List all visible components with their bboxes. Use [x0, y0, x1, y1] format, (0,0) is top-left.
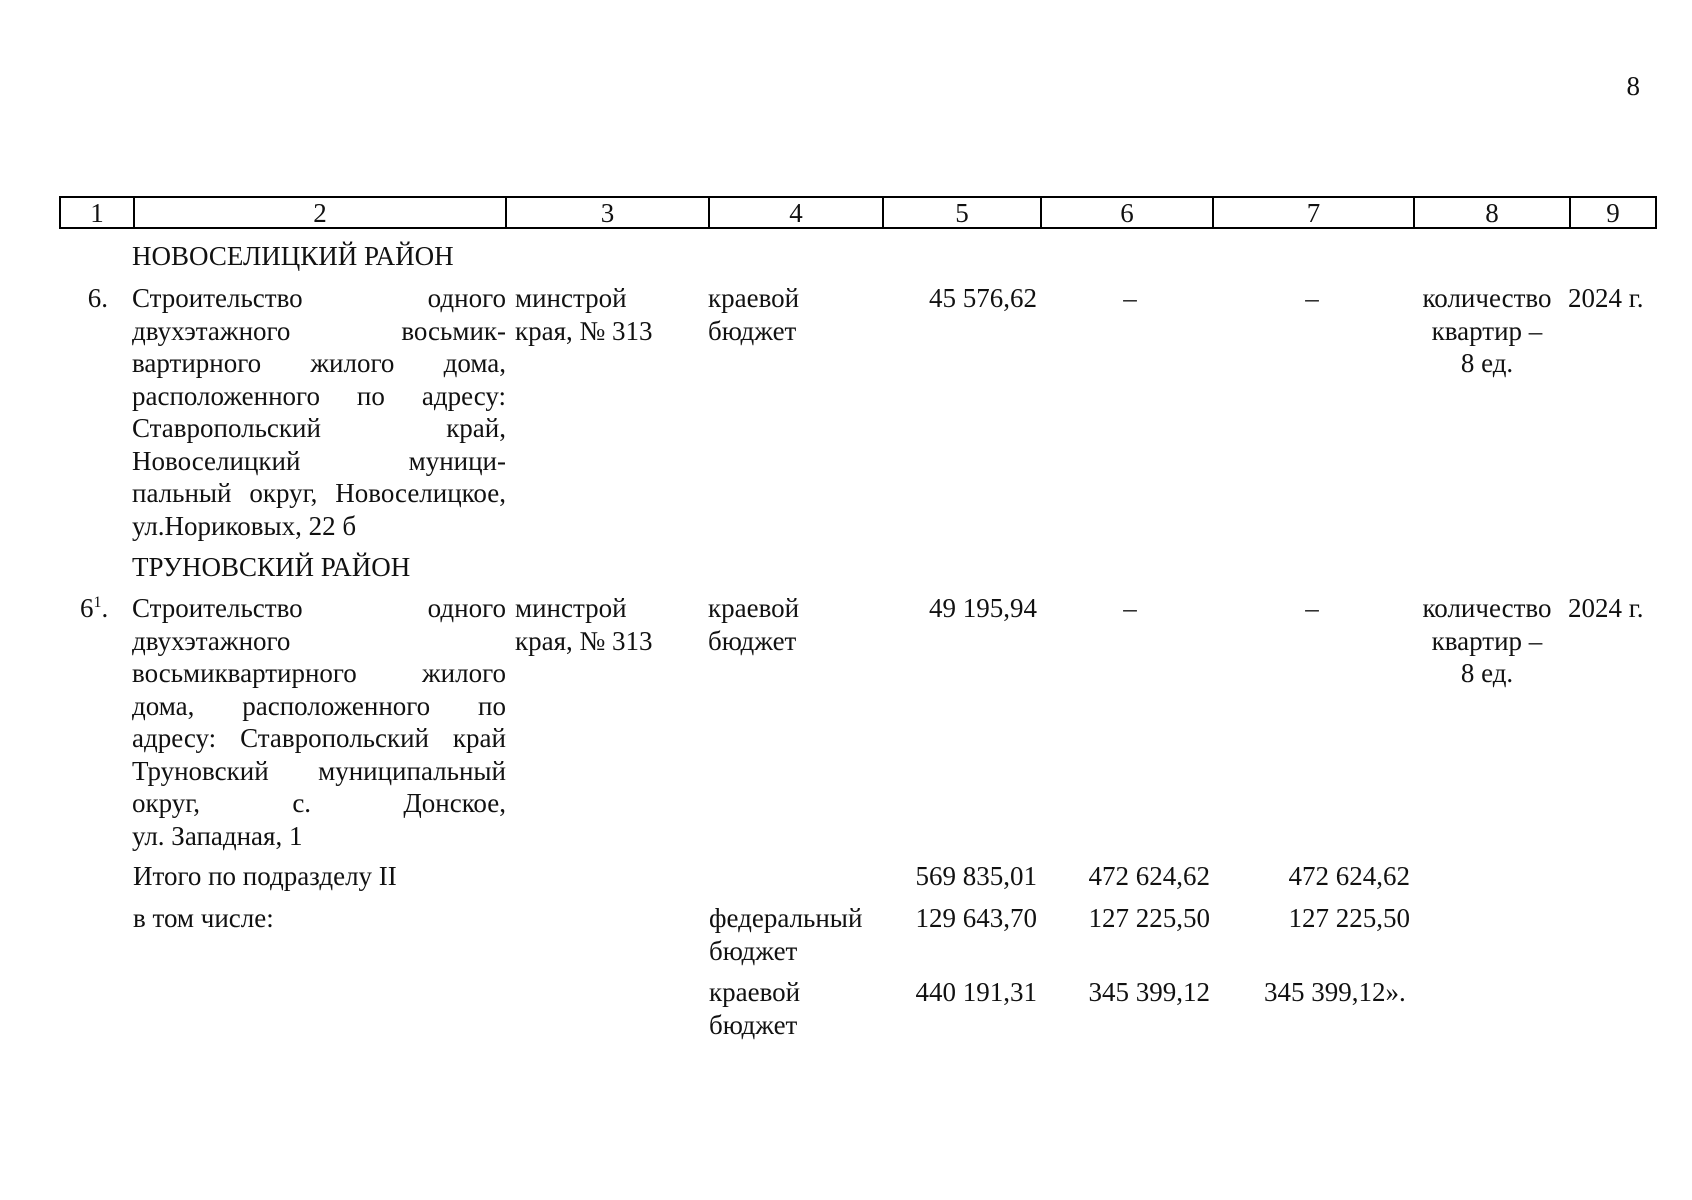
- regional-col6: 345 399,12: [1088, 977, 1210, 1007]
- source-line: краевой: [708, 283, 800, 313]
- description-line: Новоселицкий муници-: [132, 445, 506, 476]
- regional-col5: 440 191,31: [915, 977, 1037, 1007]
- amount-col6: –: [1123, 593, 1137, 623]
- subtotal-col7: 472 624,62: [1288, 861, 1410, 891]
- description-line: вартирного жилого дома,: [132, 348, 506, 378]
- funding-source: [708, 592, 799, 657]
- federal-source: [709, 902, 862, 967]
- source-line: краевой: [709, 977, 801, 1007]
- result-line: количество: [1422, 283, 1552, 313]
- object-description: [132, 282, 506, 542]
- regional-col7: 345 399,12».: [1264, 977, 1406, 1007]
- header-cell-8: 8: [1413, 198, 1569, 227]
- amount-col7: –: [1305, 283, 1319, 313]
- source-line: бюджет: [709, 1009, 798, 1040]
- description-line: дома, расположенного по: [132, 690, 506, 721]
- row-number-main: 6: [80, 593, 94, 623]
- section-heading-novoselitsky: НОВОСЕЛИЦКИЙ РАЙОН: [132, 241, 454, 271]
- subtotal-col6: 472 624,62: [1088, 861, 1210, 891]
- including-label: в том числе:: [133, 903, 274, 933]
- description-line: двухэтажного: [132, 625, 291, 656]
- header-cell-3: 3: [505, 198, 708, 227]
- amount-col5: 45 576,62: [929, 283, 1037, 313]
- subtotal-col5: 569 835,01: [915, 861, 1037, 891]
- executor-line: минстрой: [515, 283, 627, 313]
- description-line: пальный округ, Новоселицкое,: [132, 478, 506, 508]
- executor-line: минстрой: [515, 593, 627, 623]
- result-line: квартир –: [1431, 315, 1543, 346]
- page-number: 8: [1626, 71, 1640, 101]
- federal-col5: 129 643,70: [915, 903, 1037, 933]
- description-line: Ставропольский край,: [132, 413, 506, 443]
- header-cell-9: 9: [1569, 198, 1655, 227]
- subtotal-label: Итого по подразделу II: [133, 861, 397, 891]
- header-cell-2: 2: [133, 198, 505, 227]
- completion-year: 2024 г.: [1568, 283, 1644, 313]
- result-indicator: [1408, 592, 1566, 690]
- description-line: Строительство одного: [132, 593, 506, 623]
- amount-col6: –: [1123, 283, 1137, 313]
- executor-line: края, № 313: [515, 625, 653, 656]
- description-line: двухэтажного восьмик-: [132, 315, 506, 346]
- row-number-superscript: 1: [93, 594, 102, 611]
- header-cell-5: 5: [882, 198, 1040, 227]
- result-line: 8 ед.: [1460, 658, 1514, 688]
- executor: [515, 592, 653, 657]
- executor-line: края, № 313: [515, 315, 653, 346]
- row-number: [80, 592, 108, 625]
- federal-col7: 127 225,50: [1288, 903, 1410, 933]
- funding-source: [708, 282, 799, 347]
- executor: [515, 282, 653, 347]
- table-header-row: [59, 196, 1657, 229]
- object-description: [132, 592, 506, 852]
- result-line: количество: [1422, 593, 1552, 623]
- header-cell-6: 6: [1040, 198, 1212, 227]
- header-cell-4: 4: [708, 198, 882, 227]
- regional-source: [709, 976, 800, 1041]
- row-number-suffix: .: [101, 593, 109, 623]
- description-line: восьмиквартирного жилого: [132, 658, 506, 688]
- result-indicator: [1408, 282, 1566, 380]
- row-number: 6.: [87, 283, 108, 313]
- result-line: квартир –: [1431, 625, 1543, 656]
- description-line: расположенного по адресу:: [132, 380, 506, 411]
- source-line: федеральный: [709, 903, 863, 933]
- source-line: бюджет: [708, 315, 797, 346]
- amount-col7: –: [1305, 593, 1319, 623]
- source-line: краевой: [708, 593, 800, 623]
- result-line: 8 ед.: [1460, 348, 1514, 378]
- completion-year: 2024 г.: [1568, 593, 1644, 623]
- header-cell-7: 7: [1212, 198, 1413, 227]
- amount-col5: 49 195,94: [929, 593, 1037, 623]
- description-line: Строительство одного: [132, 283, 506, 313]
- description-line: округ, с. Донское,: [132, 788, 506, 818]
- federal-col6: 127 225,50: [1088, 903, 1210, 933]
- section-heading-trunovsky: ТРУНОВСКИЙ РАЙОН: [132, 552, 411, 582]
- header-cell-1: 1: [90, 198, 104, 228]
- description-line: адресу: Ставропольский край: [132, 723, 506, 753]
- description-line: Труновский муниципальный: [132, 755, 506, 786]
- source-line: бюджет: [709, 935, 798, 966]
- source-line: бюджет: [708, 625, 797, 656]
- description-line: ул.Нориковых, 22 б: [132, 510, 357, 541]
- description-line: ул. Западная, 1: [132, 820, 303, 851]
